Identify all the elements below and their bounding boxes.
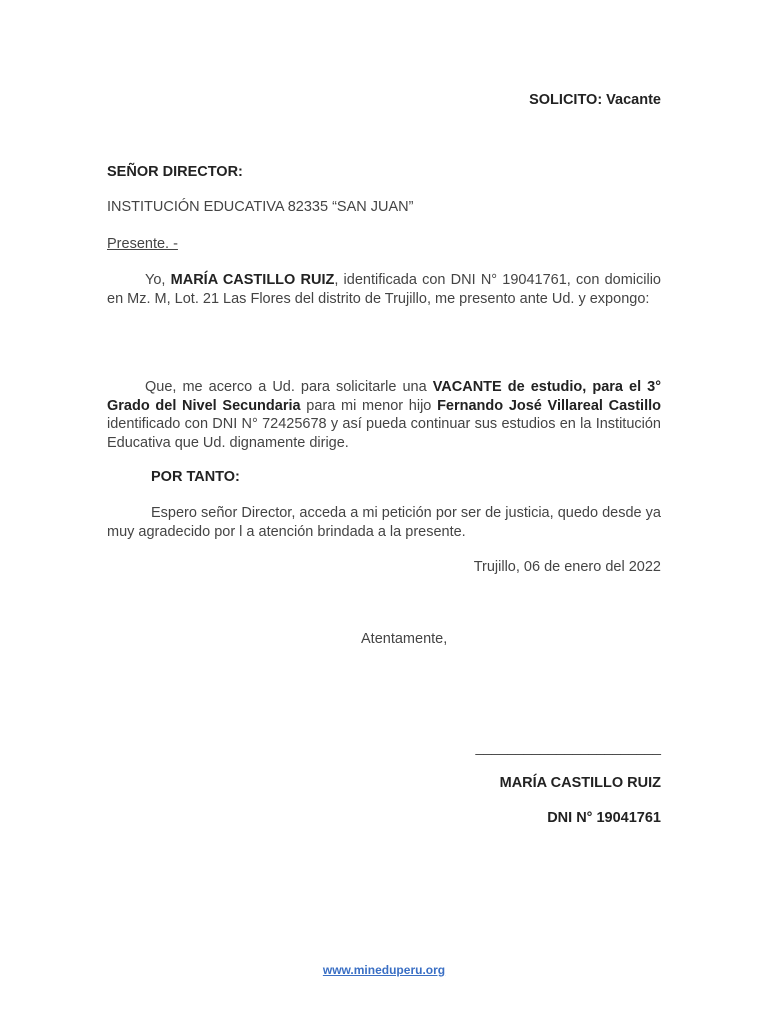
- presente-line: Presente. -: [107, 236, 178, 252]
- place-date: Trujillo, 06 de enero del 2022: [473, 559, 661, 575]
- intro-yo: Yo,: [145, 272, 166, 288]
- intro-rest: , identificada con DNI N° 19041761, con domicilio en Mz. M, Lot. 21 Las Flores del distrito de Trujillo, me presento ante Ud. y expongo:: [107, 272, 661, 307]
- signer-dni: DNI N° 19041761: [547, 810, 661, 826]
- closing-text: Espero señor Director, acceda a mi petición por ser de justicia, quedo desde ya muy agradecido por l a atención brindada a la presente.: [107, 505, 661, 540]
- institution-name: INSTITUCIÓN EDUCATIVA 82335 “SAN JUAN”: [107, 199, 414, 215]
- footer: [0, 962, 768, 978]
- closing-paragraph: [107, 504, 661, 541]
- regards-line: Atentamente,: [361, 631, 448, 647]
- applicant-name: MARÍA CASTILLO RUIZ: [170, 272, 335, 288]
- footer-link[interactable]: www.mineduperu.org: [322, 963, 446, 977]
- request-part3: identificado con DNI N° 72425678 y así pueda continuar sus estudios en la Institución Educativa que Ud. dignamente dirige.: [107, 416, 661, 451]
- intro-paragraph: [107, 271, 661, 308]
- request-vacancy: VACANTE de estudio, para el 3° Grado del Nivel Secundaria: [107, 379, 662, 414]
- request-part1: Que, me acerco a Ud. para solicitarle una: [145, 379, 433, 395]
- subject-line: SOLICITO: Vacante: [529, 92, 661, 108]
- signer-name: MARÍA CASTILLO RUIZ: [499, 775, 661, 791]
- addressee-title: SEÑOR DIRECTOR:: [107, 164, 243, 180]
- por-tanto-heading: POR TANTO:: [151, 469, 240, 485]
- student-name: Fernando José Villareal Castillo: [437, 397, 661, 414]
- signature-line: _______________________: [475, 740, 661, 756]
- request-part2: para mi menor hijo: [300, 397, 438, 414]
- request-paragraph: [107, 378, 661, 452]
